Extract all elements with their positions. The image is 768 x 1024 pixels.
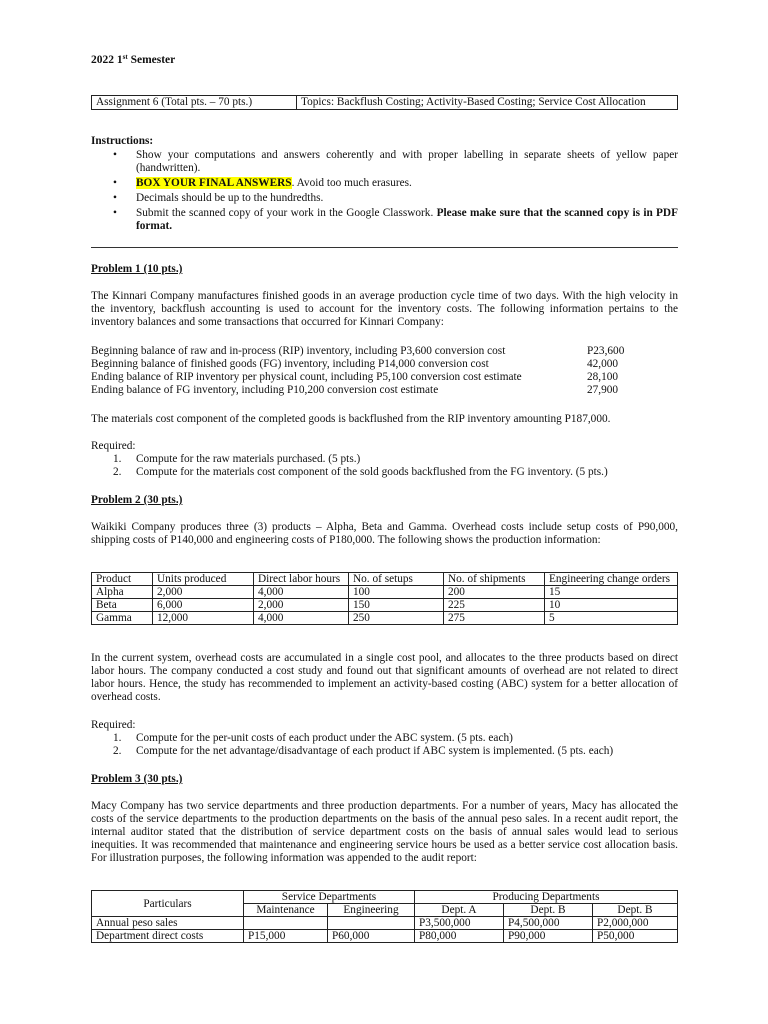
- instruction-item: • Show your computations and answers coherently and with proper labelling in separate sheets of yellow paper (handwritten).: [91, 149, 678, 175]
- assignment-topics: Topics: Backflush Costing; Activity-Based Costing; Service Cost Allocation: [297, 96, 678, 110]
- balance-row: Ending balance of RIP inventory per physical count, including P5,100 conversion cost estimate 28,100: [91, 371, 619, 383]
- instruction-item: • Decimals should be up to the hundredths.: [91, 192, 678, 205]
- instructions-heading: Instructions:: [91, 135, 154, 147]
- table-header-row: Product Units produced Direct labor hours No. of setups No. of shipments Engineering change orders: [92, 573, 678, 586]
- problem-3-title: Problem 3 (30 pts.): [91, 773, 183, 785]
- required-item: 2. Compute for the materials cost component of the sold goods backflushed from the FG inventory. (5 pts.): [113, 466, 608, 478]
- divider: [91, 247, 678, 248]
- problem-2-required-label: Required:: [91, 719, 136, 731]
- problem-1-intro: The Kinnari Company manufactures finished goods in an average production cycle time of two days. With the high velocity in the inventory, backflush accounting is used to account for the inventory costs. The following information pertains to the inventory balances and some transactions that occurred for Kinnari Company:: [91, 290, 678, 328]
- problem-1-required-label: Required:: [91, 440, 136, 452]
- problem-2-required-list: [91, 732, 678, 758]
- instruction-item: • BOX YOUR FINAL ANSWERS. Avoid too much erasures.: [91, 177, 678, 190]
- highlighted-text: BOX YOUR FINAL ANSWERS: [136, 177, 292, 189]
- balance-row: Beginning balance of raw and in-process (RIP) inventory, including P3,600 conversion cost P23,600: [91, 345, 625, 357]
- instructions-list: [91, 149, 678, 235]
- balance-row: Ending balance of FG inventory, including P10,200 conversion cost estimate 27,900: [91, 384, 619, 396]
- table-row: Annual peso sales P3,500,000 P4,500,000 P2,000,000: [92, 917, 678, 930]
- required-item: 1. Compute for the raw materials purchased. (5 pts.): [113, 453, 361, 465]
- instruction-item: • Submit the scanned copy of your work in the Google Classwork. Please make sure that the scanned copy is in PDF format.: [91, 207, 678, 233]
- required-item: 2. Compute for the net advantage/disadvantage of each product if ABC system is implemented. (5 pts. each): [113, 745, 614, 757]
- problem-1-required-list: [91, 453, 678, 479]
- required-item: 1. Compute for the per-unit costs of each product under the ABC system. (5 pts. each): [113, 732, 513, 744]
- table-row: Gamma 12,000 4,000 250 275 5: [92, 612, 678, 625]
- problem-2-body: In the current system, overhead costs are accumulated in a single cost pool, and allocates to the three products based on direct labor hours. The company conducted a cost study and found out that significant amounts of overhead are not related to direct labor hours. Hence, the study has recommended to implement an activity-based costing (ABC) system for a better allocation of overhead costs.: [91, 652, 678, 703]
- table-row: Department direct costs P15,000 P60,000 P80,000 P90,000 P50,000: [92, 930, 678, 943]
- table-subheader-row: Maintenance Engineering Dept. A Dept. B Dept. B: [92, 904, 678, 917]
- problem-3-intro: Macy Company has two service departments and three production departments. For a number of years, Macy has allocated the costs of the service departments to the production departments on the basis of the annual peso sales. In a recent audit report, the internal auditor stated that the distribution of service department costs on the basis of annual sales would lead to serious inequities. It was recommended that maintenance and engineering service hours be used as a better service cost allocation basis. For illustration purposes, the following information was appended to the audit report:: [91, 800, 678, 864]
- problem-1-note: The materials cost component of the completed goods is backflushed from the RIP inventory amounting P187,000.: [91, 413, 611, 425]
- table-row: Alpha 2,000 4,000 100 200 15: [92, 586, 678, 599]
- problem-2-title: Problem 2 (30 pts.): [91, 494, 183, 506]
- problem-2-intro: Waikiki Company produces three (3) products – Alpha, Beta and Gamma. Overhead costs include setup costs of P90,000, shipping costs of P140,000 and engineering costs of P180,000. The following shows the production information:: [91, 521, 678, 546]
- production-table: [91, 572, 678, 625]
- assignment-title: Assignment 6 (Total pts. – 70 pts.): [92, 96, 297, 110]
- balance-row: Beginning balance of finished goods (FG) inventory, including P14,000 conversion cost 42,000: [91, 358, 619, 370]
- assignment-header-table: [91, 95, 678, 110]
- balances-list: [91, 345, 651, 397]
- department-table: [91, 890, 678, 943]
- table-header-row: Particulars Service Departments Producing Departments: [92, 891, 678, 904]
- semester-heading: 2022 1st Semester: [91, 53, 176, 66]
- table-row: Beta 6,000 2,000 150 225 10: [92, 599, 678, 612]
- problem-1-title: Problem 1 (10 pts.): [91, 263, 183, 275]
